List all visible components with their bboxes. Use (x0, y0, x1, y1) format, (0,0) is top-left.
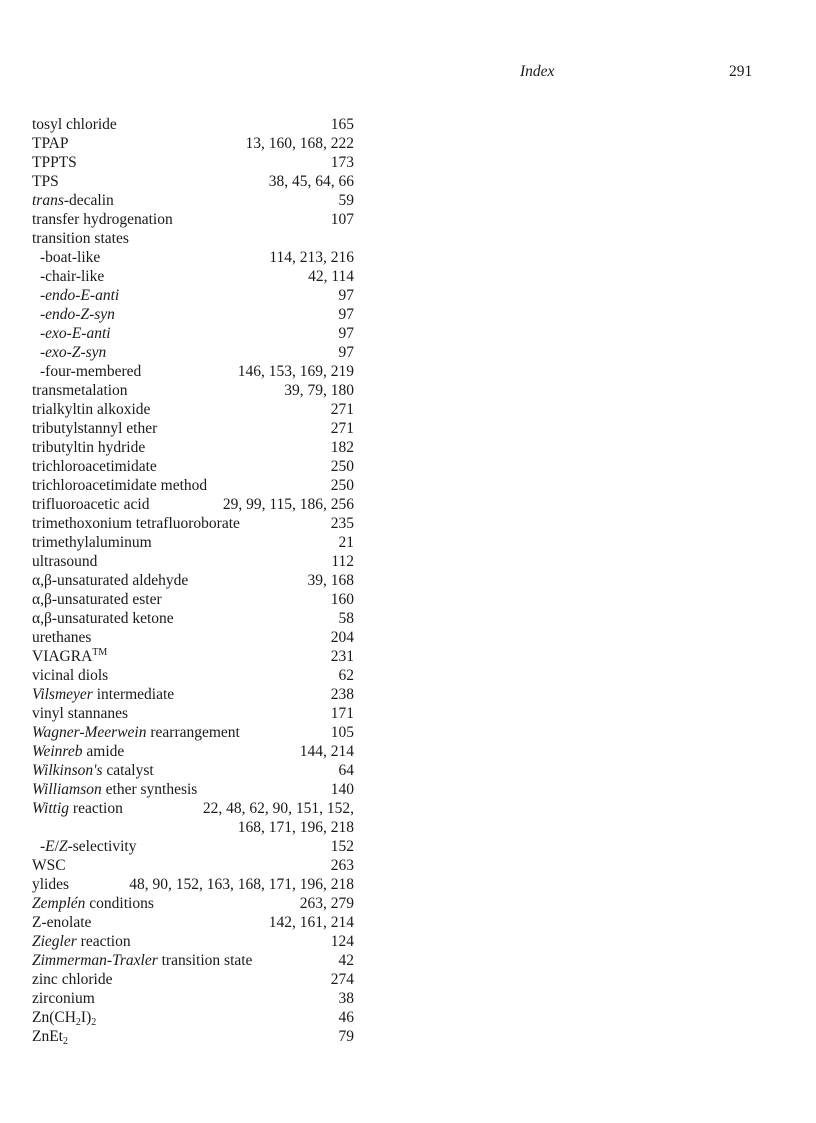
index-entry (32, 761, 354, 780)
index-entry (32, 457, 354, 476)
index-term-italic: Zemplén (32, 895, 86, 912)
index-term (32, 913, 91, 932)
index-entry (32, 229, 354, 248)
index-term (32, 704, 128, 723)
index-term (32, 419, 157, 438)
index-term-italic: Vilsmeyer (32, 686, 93, 703)
index-page-numbers: 231 (330, 648, 354, 665)
index-term (32, 514, 240, 533)
index-term (32, 685, 174, 704)
index-term-italic: Williamson (32, 781, 102, 798)
index-list (32, 115, 354, 1046)
index-term-text: transition state (157, 952, 253, 969)
index-term-text: tributylstannyl ether (32, 420, 158, 437)
index-entry (32, 647, 354, 666)
index-entry (32, 951, 354, 970)
index-entry-continuation (32, 818, 354, 837)
index-term-text: trifluoroacetic acid (32, 496, 150, 513)
index-term (32, 723, 240, 742)
index-subentry (32, 362, 354, 381)
index-page-numbers: 97 (338, 325, 354, 342)
index-term-italic: Weinreb (32, 743, 83, 760)
index-term-text: transmetalation (32, 382, 128, 399)
index-entry (32, 913, 354, 932)
index-entry (32, 495, 354, 514)
index-term-text: reaction (76, 933, 131, 950)
index-term (40, 286, 119, 305)
index-term-italic: Wilkinson's (32, 762, 103, 779)
index-term-text: intermediate (92, 686, 175, 703)
index-term (32, 951, 252, 970)
index-entry (32, 514, 354, 533)
index-term (32, 894, 154, 913)
index-page-numbers: 263 (330, 857, 354, 874)
index-page-numbers: 107 (330, 211, 354, 228)
index-page-numbers: 13, 160, 168, 222 (245, 135, 354, 152)
index-subentry (32, 305, 354, 324)
index-page-numbers: 235 (330, 515, 354, 532)
index-term-text: trialkyltin alkoxide (32, 401, 151, 418)
index-page-numbers: 21 (338, 534, 354, 551)
index-entry (32, 419, 354, 438)
index-page-numbers: 48, 90, 152, 163, 168, 171, 196, 218 (129, 876, 354, 893)
index-term-text: ultrasound (32, 553, 98, 570)
index-term-italic: -endo-Z-syn (40, 306, 115, 323)
index-term (40, 248, 100, 267)
index-term-text: Zn(CH (32, 1009, 76, 1026)
index-term (32, 1027, 68, 1046)
index-term-italic: -exo-Z-syn (40, 344, 107, 361)
index-term-text: trimethylaluminum (32, 534, 152, 551)
index-term-text: catalyst (102, 762, 154, 779)
index-page-numbers: 59 (338, 192, 354, 209)
index-term (32, 647, 107, 666)
index-term-text: α,β-unsaturated aldehyde (32, 572, 189, 589)
index-page-numbers: 97 (338, 344, 354, 361)
index-page-numbers: 140 (330, 781, 354, 798)
index-subentry (32, 248, 354, 267)
index-page-numbers: 171 (330, 705, 354, 722)
index-subentry (32, 267, 354, 286)
index-term (32, 210, 173, 229)
index-entry (32, 153, 354, 172)
formula-subscript: 2 (63, 1036, 68, 1047)
index-page-numbers: 165 (330, 116, 354, 133)
index-term (40, 324, 111, 343)
index-page-numbers: 39, 79, 180 (284, 382, 354, 399)
index-page-numbers: 173 (330, 154, 354, 171)
index-term (32, 609, 174, 628)
index-term (32, 115, 117, 134)
index-page-numbers: 146, 153, 169, 219 (237, 363, 354, 380)
index-term-text: -four-membered (40, 363, 142, 380)
index-page-numbers: 152 (330, 838, 354, 855)
index-term (32, 438, 145, 457)
index-term-text: transfer hydrogenation (32, 211, 173, 228)
index-entry (32, 115, 354, 134)
index-term-text: conditions (85, 895, 154, 912)
index-subentry (32, 286, 354, 305)
index-term (32, 590, 162, 609)
index-entry (32, 666, 354, 685)
index-page-numbers: 271 (330, 420, 354, 437)
index-entry (32, 628, 354, 647)
index-term (32, 229, 129, 248)
index-page-numbers: 142, 161, 214 (268, 914, 354, 931)
index-term-text: α,β-unsaturated ester (32, 591, 162, 608)
index-term (40, 362, 141, 381)
index-page-numbers: 204 (330, 629, 354, 646)
index-subentry (32, 324, 354, 343)
formula-subscript: 2 (91, 1017, 97, 1028)
index-entry (32, 723, 354, 742)
index-term (32, 1008, 96, 1027)
index-page-numbers: 58 (338, 610, 354, 627)
index-entry (32, 533, 354, 552)
index-entry (32, 932, 354, 951)
index-term (32, 932, 131, 951)
index-term-text: trimethoxonium tetrafluoroborate (32, 515, 240, 532)
index-term (32, 970, 112, 989)
index-term (32, 191, 114, 210)
index-term (40, 343, 106, 362)
index-page-numbers: 112 (331, 553, 354, 570)
index-page-numbers: 250 (330, 458, 354, 475)
index-subentry (32, 343, 354, 362)
index-page-numbers: 160 (330, 591, 354, 608)
index-term (32, 476, 207, 495)
index-term (32, 742, 124, 761)
index-term-text: ether synthesis (101, 781, 198, 798)
index-term-ez-selectivity: -E/Z-selectivity (40, 838, 137, 855)
index-term (32, 134, 68, 153)
index-page-numbers: 22, 48, 62, 90, 151, 152, (202, 800, 354, 817)
index-term (32, 533, 152, 552)
index-term-text: -chair-like (40, 268, 105, 285)
index-entry (32, 1008, 354, 1027)
index-term-text: trichloroacetimidate method (32, 477, 208, 494)
index-term-italic: Ziegler (32, 933, 77, 950)
index-page-numbers: 238 (330, 686, 354, 703)
index-term-text: transition states (32, 230, 129, 247)
formula-text: I) (80, 1009, 92, 1026)
index-term-text: zinc chloride (32, 971, 113, 988)
index-page-numbers: 114, 213, 216 (269, 249, 354, 266)
index-term-text: rearrangement (146, 724, 240, 741)
index-term (32, 856, 66, 875)
index-term-text: TPAP (32, 135, 69, 152)
index-entry (32, 400, 354, 419)
index-page-numbers: 105 (330, 724, 354, 741)
index-entry (32, 1027, 354, 1046)
index-page-numbers: 182 (330, 439, 354, 456)
index-page-numbers: 274 (330, 971, 354, 988)
index-term-text: trichloroacetimidate (32, 458, 157, 475)
index-term-italic: Zimmerman-Traxler (32, 952, 158, 969)
index-entry (32, 438, 354, 457)
index-page-numbers: 39, 168 (307, 572, 354, 589)
index-term-text: tributyltin hydride (32, 439, 146, 456)
index-entry (32, 571, 354, 590)
index-page-numbers: 271 (330, 401, 354, 418)
index-entry (32, 685, 354, 704)
index-term-text: vinyl stannanes (32, 705, 128, 722)
index-entry (32, 780, 354, 799)
index-entry (32, 856, 354, 875)
index-page-numbers: 79 (338, 1028, 354, 1045)
index-term-italic: -exo-E-anti (40, 325, 111, 342)
index-term (32, 172, 59, 191)
index-term (32, 552, 97, 571)
index-term-italic: -endo-E-anti (40, 287, 120, 304)
index-term (32, 153, 77, 172)
index-term-text: α,β-unsaturated ketone (32, 610, 174, 627)
page-number: 291 (729, 63, 753, 80)
index-subentry (32, 837, 354, 856)
index-term-italic: Wagner-Meerwein (32, 724, 147, 741)
index-entry (32, 381, 354, 400)
index-term (32, 381, 128, 400)
index-term-text: tosyl chloride (32, 116, 117, 133)
index-term-text: Z-enolate (32, 914, 92, 931)
formula-subscript: 2 (75, 1017, 81, 1028)
index-term-text: reaction (69, 800, 123, 817)
index-entry (32, 476, 354, 495)
index-term-italic: trans (32, 192, 64, 209)
index-page-numbers: 64 (338, 762, 354, 779)
index-page-numbers: 46 (338, 1009, 354, 1026)
index-entry (32, 210, 354, 229)
index-entry (32, 704, 354, 723)
index-page-numbers: 263, 279 (299, 895, 354, 912)
index-term (32, 666, 108, 685)
index-page-numbers: 250 (330, 477, 354, 494)
index-term (32, 571, 188, 590)
index-term (32, 761, 154, 780)
index-term (40, 267, 104, 286)
index-term-text: amide (82, 743, 125, 760)
index-entry (32, 875, 354, 894)
index-page-numbers: 62 (338, 667, 354, 684)
index-entry (32, 590, 354, 609)
index-term (32, 628, 91, 647)
index-entry (32, 799, 354, 818)
index-entry (32, 970, 354, 989)
index-term-text: WSC (32, 857, 66, 874)
index-term-text: ZnEt (32, 1028, 63, 1045)
index-term (32, 989, 95, 1008)
index-term (32, 799, 123, 818)
index-entry (32, 172, 354, 191)
index-page-numbers: 42, 114 (308, 268, 354, 285)
index-term-text: ylides (32, 876, 70, 893)
index-entry (32, 191, 354, 210)
index-page-numbers: 38 (338, 990, 354, 1007)
index-term-text: VIAGRA (32, 648, 93, 665)
index-term-text: zirconium (32, 990, 95, 1007)
index-term (32, 400, 150, 419)
index-term-text: -boat-like (40, 249, 101, 266)
index-term-italic: Wittig (32, 800, 70, 817)
index-term (32, 875, 69, 894)
index-page-numbers: 97 (338, 287, 354, 304)
trademark-superscript: TM (92, 647, 108, 658)
index-entry (32, 609, 354, 628)
index-page-numbers: 124 (330, 933, 354, 950)
index-entry (32, 989, 354, 1008)
running-head-title: Index (520, 63, 555, 80)
index-page-numbers: 29, 99, 115, 186, 256 (222, 496, 354, 513)
index-term (32, 495, 149, 514)
index-term-text: urethanes (32, 629, 92, 646)
index-term (32, 780, 197, 799)
index-term-text: -decalin (63, 192, 114, 209)
index-page-numbers: 42 (338, 952, 354, 969)
index-page-numbers: 168, 171, 196, 218 (237, 819, 354, 836)
index-term (32, 457, 157, 476)
index-term-text: TPPTS (32, 154, 77, 171)
index-page-numbers: 144, 214 (299, 743, 354, 760)
index-entry (32, 742, 354, 761)
index-page-numbers: 97 (338, 306, 354, 323)
index-term (40, 305, 115, 324)
index-term-text: vicinal diols (32, 667, 109, 684)
index-entry (32, 134, 354, 153)
index-entry (32, 894, 354, 913)
index-term-text: TPS (32, 173, 59, 190)
index-page-numbers: 38, 45, 64, 66 (268, 173, 354, 190)
index-entry (32, 552, 354, 571)
